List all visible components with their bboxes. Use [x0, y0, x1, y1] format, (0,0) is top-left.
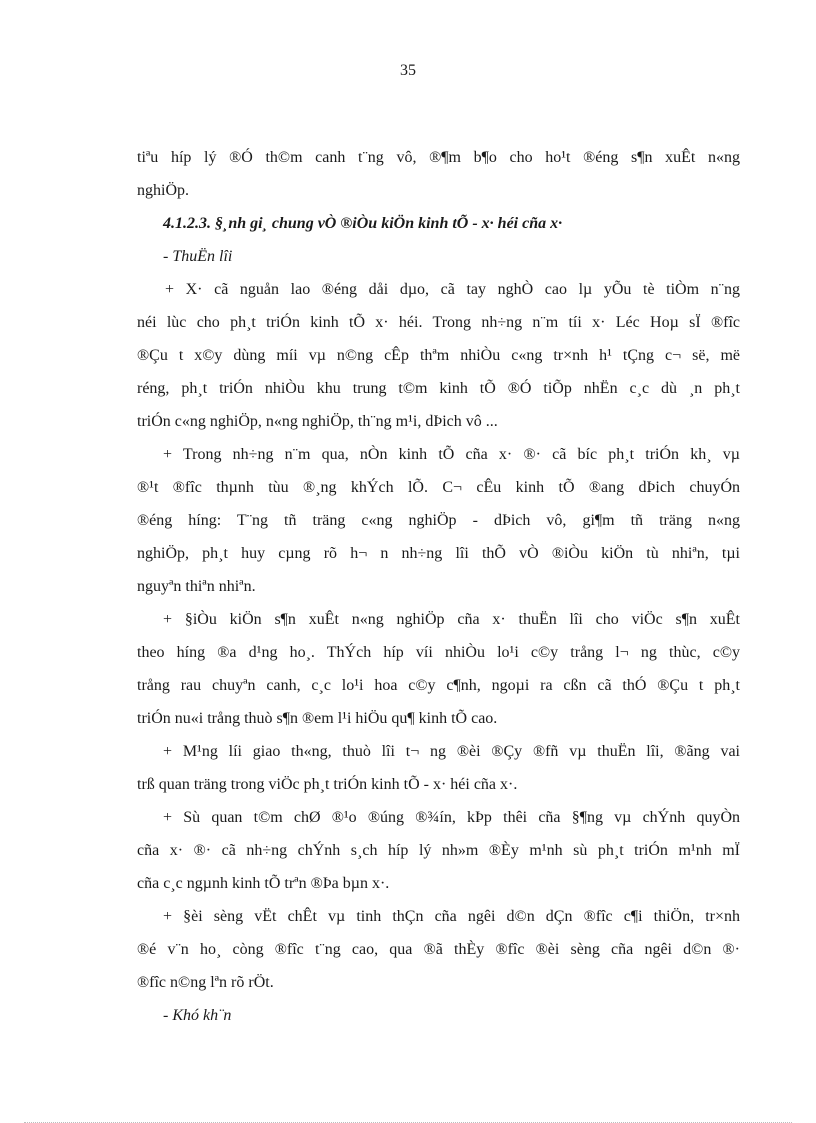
text-line: ®é v¨n ho¸ còng ®fîc t¨ng cao, qua ®ã thÈy ®fîc ®èi sèng cña ngêi d©n ®·	[137, 941, 740, 958]
text-line: réng, ph¸t triÓn nhiÒu khu trung t©m kinh tÕ ®Ó tiÕp nhËn c¸c dù ¸n ph¸t	[137, 380, 740, 397]
text-line: cña c¸c ngµnh kinh tÕ trªn ®Þa bµn x·.	[137, 875, 390, 892]
text-line: + M¹ng líi giao th«ng, thuò lîi t¬ ng ®èi ®Çy ®fñ vµ thuËn lîi, ®ãng vai	[163, 743, 740, 760]
text-line: triÓn c«ng nghiÖp, n«ng nghiÖp, th¨ng m¹i, dÞich vô ...	[137, 413, 498, 430]
text-line: theo híng ®a d¹ng ho¸. ThÝch híp víi nhiÒu lo¹i c©y trång l¬ ng thùc, c©y	[137, 644, 740, 661]
text-line: + §iÒu kiÖn s¶n xuÊt n«ng nghiÖp cña x· thuËn lîi cho viÖc s¶n xuÊt	[163, 611, 740, 628]
text-line: + §èi sèng vËt chÊt vµ tinh thÇn cña ngêi d©n dÇn ®fîc c¶i thiÖn, tr×nh	[163, 908, 740, 925]
document-body	[137, 141, 740, 1032]
text-line: ®¹t ®fîc thµnh tùu ®¸ng khÝch lÕ. C¬ cÊu kinh tÕ ®ang dÞich chuyÓn	[137, 479, 740, 496]
text-line: nghiÖp, ph¸t huy cµng rõ h¬ n nh÷ng lîi thÕ vÒ ®iÒu kiÖn tù nhiªn, tµi	[137, 545, 740, 562]
text-line: trång rau chuyªn canh, c¸c lo¹i hoa c©y c¶nh, ngoµi ra cßn cã thÓ ®Çu t ph¸t	[137, 677, 740, 694]
text-line: + Sù quan t©m chØ ®¹o ®úng ®¾ín, kÞp thêi cña §¶ng vµ chÝnh quyÒn	[163, 809, 740, 826]
section-heading: 4.1.2.3. §¸nh gi¸ chung vÒ ®iÒu kiÖn kinh tÕ - x· héi cña x·	[163, 215, 563, 232]
subheading-difficulties: - Khó kh¨n	[163, 1007, 232, 1024]
text-line: nghiÖp.	[137, 182, 189, 199]
text-line: + Trong nh÷ng n¨m qua, nÒn kinh tÕ cña x· ®· cã bíc ph¸t triÓn kh¸ vµ	[163, 446, 740, 463]
text-line: cña x· ®· cã nh÷ng chÝnh s¸ch híp lý nh»m ®Èy m¹nh sù ph¸t triÓn m¹nh mÏ	[137, 842, 740, 859]
text-line: trß quan träng trong viÖc ph¸t triÓn kinh tÕ - x· héi cña x·.	[137, 776, 518, 793]
text-line: ®éng híng: T¨ng tñ träng c«ng nghiÖp - dÞich vô, gi¶m tñ träng n«ng	[137, 512, 740, 529]
text-line: triÓn nu«i trång thuò s¶n ®em l¹i hiÖu qu¶ kinh tÕ cao.	[137, 710, 498, 727]
text-line: ®Çu t x©y dùng míi vµ n©ng cÊp thªm nhiÒu c«ng tr×nh h¹ tÇng c¬ së, më	[137, 347, 740, 364]
subheading-advantages: - ThuËn lîi	[163, 248, 233, 265]
text-line: ®fîc n©ng lªn rõ rÖt.	[137, 974, 274, 991]
text-line: nguyªn thiªn nhiªn.	[137, 578, 256, 595]
text-line: tiªu híp lý ®Ó th©m canh t¨ng vô, ®¶m b¶o cho ho¹t ®éng s¶n xuÊt n«ng	[137, 149, 740, 166]
page-number: 35	[400, 62, 416, 79]
text-line: néi lùc cho ph¸t triÓn kinh tÕ x· héi. Trong nh÷ng n¨m tíi x· Léc Hoµ sÏ ®fîc	[137, 314, 740, 331]
text-line: + X· cã nguån lao ®éng dåi dµo, cã tay nghÒ cao lµ yÕu tè tiÒm n¨ng	[165, 281, 740, 298]
